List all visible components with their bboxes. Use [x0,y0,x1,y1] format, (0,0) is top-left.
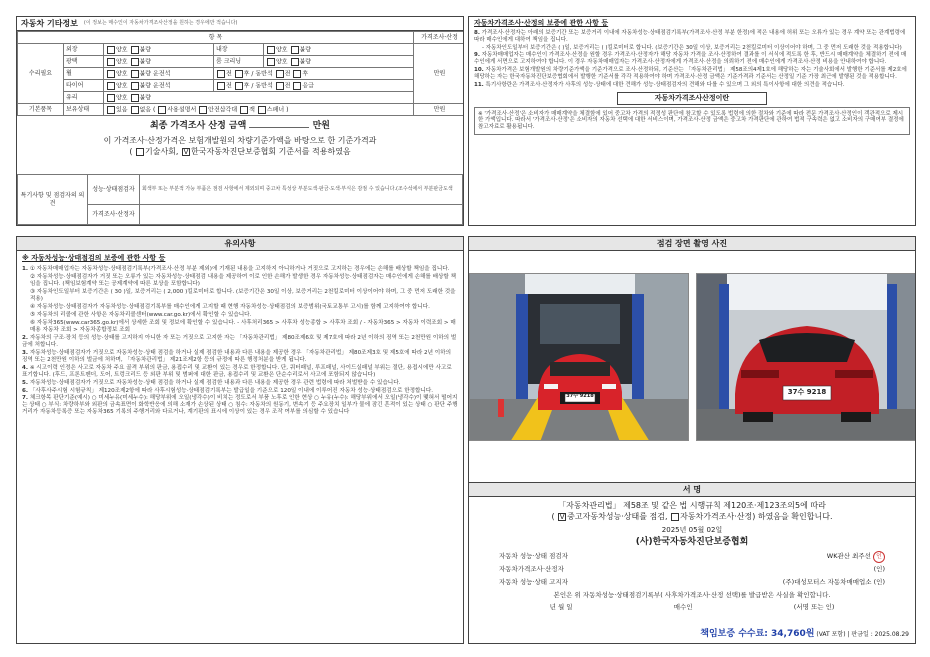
col-price-header: 가격조사·산정 [421,33,458,41]
tire-good-checkbox[interactable] [107,82,115,90]
gloss-bad-checkbox[interactable] [131,58,139,66]
final-price-line [17,121,463,132]
list-item: 10. 자동차가격은 보험개발원의 차량기준가액을 기준가격으로 조사·산정하되, 기준산는 「자동차관리법」 제58조의4제1호에 해당하는 자는 기술사회에서 발행한 기준서를 제2호에 해당하는 자는 한국자동차진단보증협회에서 발행한 기준서를 각각 적용하여야 하며 가격조사·산정 금액은 기준가격과 기준서는 산정일 기준 가장 최근에 발행된 것을 적용합니다. [474,67,907,80]
list-item: ④ 자동차성능·상태점검자가 자동차성능·상태점검기록부를 매수인에게 고지할 때 현행 자동차성능·상태점검의 보증범위(국토교통부 고시)를 함께 고지하여야 합니다. [30,303,430,310]
plate-rear: 37수 9218 [787,388,827,396]
org-line [469,537,915,548]
price-confirm-checkbox[interactable] [671,513,679,521]
list-item: 11. 특기사항란은 가격조사·산정자가 사후의 성능·상태에 대한 견해가 성능·상태점검자의 견해와 다를 수 있으며 그 외의 특이사항에 대한 의견을 적습니다. [474,81,845,88]
basic-price-unit: 만원 [433,105,446,113]
price-guarantee-panel [468,16,916,226]
list-item: 8. 가격조사·산정자는 아래의 보증기간 또는 보증거리 이내에 자동차성능·상태점검기록부(가격조사·산정 부분 한정)에 적은 내용에 허위 또는 오류가 있는 경우 계약 또는 관계법령에 따라 매수인에게 대하여 책임을 집니다. [474,29,906,43]
price-inspector-label: 가격조사·산정자 [92,210,135,218]
list-item: 1. ① 자동차매매업자는 자동차성능·상태점검기록부(가격조사·산정 부분 제외)에 기재된 내용을 고지하지 아니하거나 거짓으로 고지하는 경우에는 손해를 배상할 책임을 집니다. [22,265,450,272]
buyer-date: 년 월 일 [549,603,573,612]
basic-none-checkbox[interactable] [131,106,139,114]
list-item: 7. 체크항목 판단기준(예시) ○ 미세누유(미세누수): 해당부위에 오일(냉각수)이 비치는 정도로서 부품 노후로 인한 현상 ○ 누유(누수): 해당부위에서 오일(냉각수)이 맺혀서 떨어지는 상태 ○ 부식: 차량하부와 외판의 금속표면이 화학반응에 의해 소재가 손상된 상태 ○ 침수: 자동차의 원동기, 변속기 등 주요장치 일부가 물에 잠긴 흔적이 있는 상태 ○ 판단 주행거리가 자동차등록증 또는 자동차365 기록의 주행거리와 다르거나, 계기판의 표시에 이상이 있는 경우 조작 여부를 의심할 수 있습니다 [22,395,458,416]
signature-panel [468,482,916,644]
repair-group-label: 수리필요 [28,69,53,77]
price-definition-title: 자동차가격조사산정이란 [617,92,767,105]
performance-inspector-label: 성능·상태점검자 [92,185,135,193]
buyer-line [469,603,915,611]
sign-day: 02 [706,526,716,534]
tire-rear-checkbox[interactable] [235,82,243,90]
notes-header: 유의사항 [17,237,463,251]
vehicle-other-info-panel [16,16,464,226]
basis-line-1: 이 가격조사·산정가격은 보험개발원의 차량기준가액을 바탕으로 한 기준가격과 [103,136,377,146]
sign-month: 05 [688,526,698,534]
wheel-good-checkbox[interactable] [107,70,115,78]
row-wheel: 휠 [66,69,72,77]
list-item: 5. 자동차성능·상태점검자가 거짓으로 자동차성능·상태 점검을 하거나 실제 점검한 내용과 다른 내용을 제공한 경우 관련 법령에 따라 처벌받을 수 있습니다. [22,379,401,386]
law-line: 「자동차관리법」 제58조 및 같은 법 시행규칙 제120조·제123조의5에 따라 [558,501,826,510]
tire-emergency-checkbox[interactable] [293,82,301,90]
col-item-header: 항 목 [208,33,223,41]
own-status-label: 보유상태 [66,105,90,113]
price-guarantee-list [474,30,910,89]
row-exterior: 외장 [66,45,78,53]
interior-good-checkbox[interactable] [267,46,275,54]
list-item: ⑤ 자동차의 리콜에 관한 사항은 자동차리콜센터(www.car.go.kr)에서 확인할 수 있습니다. [30,311,252,318]
sign-year: 2025 [661,526,680,534]
plate-front: 37수 9218 [566,393,594,399]
repair-table: 항 목 가격조사·산정 수리필요 외장 양호 불량 내장 양호 불량 만원 광택 양호 불량 룸 크리닝 양호 불량 휠 양호 불량 운전석 전 후 / 동반석 전 후 타이어 양호 불량 운전석 전 후 / 동반석 전 응급 유리 양호 불량 기본품목 보유상태 있음 없음 ( 사용설명서 안전삼각대 잭 스패너 ) 만원 [17,31,464,116]
row-tire: 타이어 [66,81,84,89]
basic-items-label: 기본품목 [28,105,53,113]
glass-good-checkbox[interactable] [107,94,115,102]
org-name: (사)한국자동차진단보증협회 [635,536,749,547]
final-price-field[interactable] [249,127,309,128]
buyer-label: 매수인 [673,603,693,612]
repair-price-unit: 만원 [433,69,446,77]
photos-header: 점검 장면 촬영 사진 [469,237,915,251]
wheel-pass-front-checkbox[interactable] [276,70,284,78]
confirm-line: ( V 중고자동차성능·상태를 점검, 자동차가격조사·산정) 하였음을 확인합니다. [551,512,833,521]
list-item: 3. 자동차성능·상태점검자가 거짓으로 자동차성능·상태 점검을 하거나 실제 점검한 내용과 다른 내용을 제공한 경우 「자동차관리법」 제80조제3호 및 제5호에 따라 2년 이하의 징역 또는 2천만원 이하의 벌금에 처하며, 「자동차관리법」 제21조제2항 등의 규정에 따른 행정처분을 받게 됩니다. [22,349,451,363]
fee-note: (VAT 포함) [816,630,846,638]
list-item: 2. 자동차의 구조·장치 등의 성능·상태를 고지하지 아니한 자 또는 거짓으로 고지한 자는 「자동차관리법」 제80조제6호 및 제7호에 따라 2년 이하의 징역 또는 2천만원 이하의 벌금에 처합니다. [22,334,457,348]
exterior-bad-checkbox[interactable] [131,46,139,54]
other-info-subtitle: (이 정보는 매수인이 자동차가격조사산정을 원하는 경우에만 적습니다) [83,20,238,27]
final-price-label: 최종 가격조사 산정 금액 [149,121,247,131]
special-notes-label: 특기사항 및 점검자의 의견 [20,192,85,207]
notes-panel [16,236,464,644]
final-price-unit: 만원 [312,121,330,131]
tire-bad-checkbox[interactable] [131,82,139,90]
sign-row-notifier: 자동차 성능·상태 고지자 (주)대성모터스 자동차매매업소 (인) [499,578,885,587]
receipt-line: 본인은 위 자동차성능·상태점검기록부( 사후차가격조사·산정 선택)를 발급받은 사실을 확인합니다. [553,591,831,599]
basic-have-checkbox[interactable] [107,106,115,114]
performance-confirm-checkbox[interactable]: V [559,512,565,521]
seal-stamp: 인 [873,551,885,563]
spanner-checkbox[interactable] [258,106,266,114]
performance-inspector-name: WK관산 최주선 [826,551,871,560]
notes-list [22,266,458,417]
photos-panel [468,236,916,488]
gloss-good-checkbox[interactable] [107,58,115,66]
sign-row-price: 자동차가격조사·산정자 (인) [499,565,885,574]
room-good-checkbox[interactable] [267,58,275,66]
wheel-bad-checkbox[interactable] [131,70,139,78]
manual-checkbox[interactable] [158,106,166,114]
list-item: - 자동차인도일부터 보증기간은 ( )일, 보증거리는 ( )킬로미터로 합니다. (보증기간은 30일 이상, 보증거리는 2천킬로미터 이상이어야 하며, 그 중 먼저 도래한 것을 적용합니다) [482,44,902,51]
tire-front-checkbox[interactable] [217,82,225,90]
notes-section-title: ※ 자동차성능·상태점검의 보증에 관한 사항 등 [22,254,166,262]
kada-checkbox[interactable]: V [183,147,189,156]
tech-society-checkbox[interactable] [136,148,144,156]
performance-note: 회색부 또는 부분적 가능 부품은 점검 사항에서 제외되며 중고차 특성상 부분도색·판금·도색·부식은 감점 수 있습니다.(조수석에서 부분판금도색 [142,186,453,193]
price-guarantee-title: 자동차가격조사·산정의 보증에 관한 사항 등 [474,19,609,27]
list-item: ② 자동차성능·상태점검자가 거짓 또는 오류가 있는 자동차성능·상태점검 내용을 제공하여 이로 인한 손해가 발생한 경우 자동차성능·상태점검자는 매수인에게 손해를 배상할 책임을 집니다. (책임보험계약 또는 공제계약에 따른 보상을 포함합니다) [30,273,457,287]
list-item: 9. 자동차매매업자는 매수인이 가격조사·산정을 원할 경우 가격조사·산정자가 해당 자동차 가격을 조사·산정하여 결과를 이 서식에 적도록 한 후, 반드시 매매계약을 체결하기 전에 매수인에게 서면으로 고지하여야 합니다. 이 경우 자동차매매업자는 가격조사·산정자에게 가격조사·산정을 의뢰하기 전에 매수인에게 가격조사·산정 비용을 안내하여야 합니다. [474,52,907,66]
price-definition-box: ※ '가격조사·산정'은 소비자가 매매계약을 체결함에 있어 중고차 가격의 적정성 판단에 참고할 수 있도록 법령에 의한 절차와 기준에 따라 전문 가격조사·산정인이 객관적으로 제시한 가액입니다. 따라서 '가격조사·산정'은 소비자의 자동차 선택에 대한 서비스이며, 가격조사·산정 금액은 중고차 가격판단에 관하여 법적 구속력은 없고 소비자의 구매여부 결정에 참고자료로 활용됩니다. [474,107,910,136]
fee-line: 책임보증 수수료: 34,760원 (VAT 포함) | 판금일 : 2025.08.29 [700,628,909,639]
basis-line-2: ( 기술사회, V 한국자동차진단보증협회 기준서를 적용하였음 [129,147,351,157]
sign-date: 2025년 05월 02일 [661,526,723,534]
row-gloss: 광택 [66,57,78,65]
special-notes-table [17,174,463,225]
wheel-front-checkbox[interactable] [217,70,225,78]
exterior-good-checkbox[interactable] [107,46,115,54]
print-date: 판금일 : 2025.08.29 [851,630,909,638]
price-inspector-note[interactable] [140,205,463,225]
dealer-name: (주)대성모터스 자동차매매업소 [782,578,872,587]
room-bad-checkbox[interactable] [291,58,299,66]
list-item: 6. 「사후사주시험 시험규칙」 제120조제2항에 따라 사후시험성능·상태점검기록부는 발급일을 기준으로 120일 이내에 이루어진 자동차 성능·상태점검으로 한정합니다. [22,387,434,394]
list-item: ⑥ 자동차365(www.car365.go.kr)에서 상세한 조회 및 정보에 확인할 수 있습니다. - 사후처리365 > 사후차 성능종합 > 사후차 조회 / - 자동차365 > 자동차 이력조회 > 매매용 자동차 조회 > 자동차종합정보 조회 [30,319,456,333]
list-item: 4. ※ 시고이력 인정은 사고로 자동차 주요 골격 부위의 판금, 용접수리 및 교환이 있는 경우로 한정합니다. 단, 쿼터패널, 루프패널, 사이드실패널 부위는 절단, 용접시에만 사고로 표기합니다. (후드, 프론트펜더, 도어, 트렁크리드 등 외판 부위 및 범퍼에 대한 판금, 용접수리 및 교환은 단순수리로서 사고에 포함되지 않습니다) [22,364,452,378]
fee-amount: 책임보증 수수료: 34,760원 [700,628,815,639]
wheel-rear-checkbox[interactable] [235,70,243,78]
row-interior: 내장 [216,45,228,53]
sign-row-performance: 자동차 성능·상태 점검자 WK관산 최주선 인 [499,550,885,563]
list-item: ③ 자동차인도일부터 보증기간은 ( 30 )일, 보증거리는 ( 2,000 )킬로미터로 합니다. (보증기간은 30일 이상, 보증거리는 2천킬로미터 이상이어야 하며, 그 중 먼저 도래한 것을 적용) [30,288,456,302]
row-glass: 유리 [66,93,78,101]
inspection-photo-front [469,273,689,441]
jack-checkbox[interactable] [240,106,248,114]
row-room: 룸 크리닝 [216,57,242,65]
wheel-pass-rear-checkbox[interactable] [293,70,301,78]
signature-header: 서 명 [469,483,915,497]
buyer-sign[interactable]: (서명 또는 인) [793,603,835,612]
triangle-checkbox[interactable] [199,106,207,114]
interior-bad-checkbox[interactable] [291,46,299,54]
glass-bad-checkbox[interactable] [131,94,139,102]
inspection-photo-rear [696,273,916,441]
other-info-title: 자동차 기타정보 [21,18,78,28]
tire-pass-checkbox[interactable] [276,82,284,90]
